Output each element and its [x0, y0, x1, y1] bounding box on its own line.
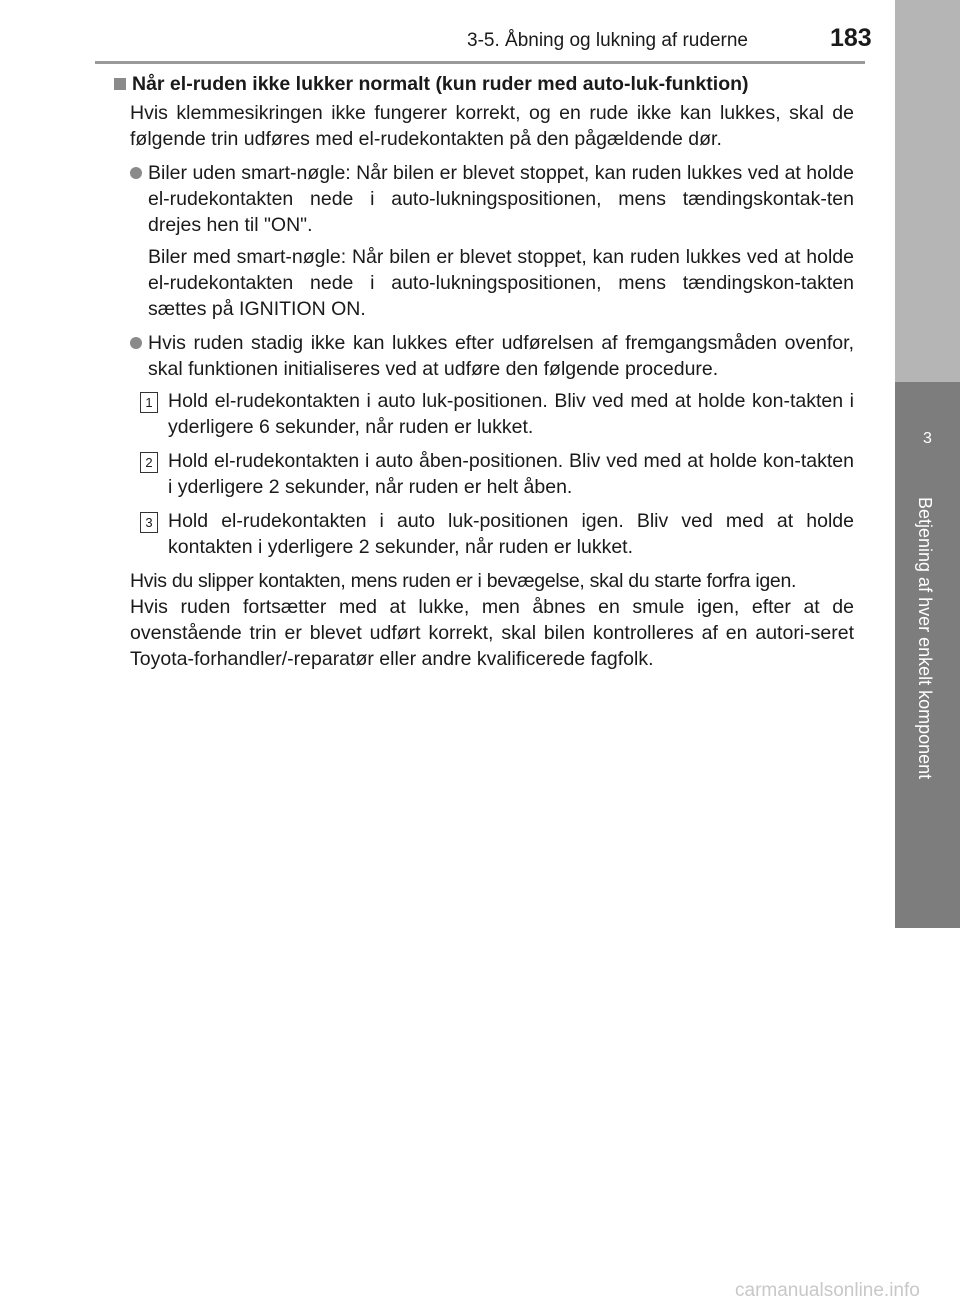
side-tab-upper [895, 0, 960, 382]
step-number-box: 3 [140, 512, 158, 533]
procedure-step [140, 508, 854, 560]
note-paragraph: Hvis ruden fortsætter med at lukke, men åbnes en smule igen, efter at de ovenstående trin er blevet udført korrekt, skal bilen kontrolleres af en autori-seret Toyota-forhandler/-reparatør eller andre kvalificerede fagfolk. [130, 596, 854, 670]
header-divider [95, 61, 865, 64]
page-number: 183 [830, 24, 872, 52]
list-item [130, 160, 854, 238]
section-heading-text: Når el-ruden ikke lukker normalt (kun ruder med auto-luk-funktion) [132, 73, 749, 95]
step-number-box: 1 [140, 392, 158, 413]
page-content [112, 71, 854, 672]
chapter-number: 3 [923, 430, 932, 447]
square-bullet-icon [114, 78, 126, 90]
step-number-box: 2 [140, 452, 158, 473]
bullet-text: Hvis ruden stadig ikke kan lukkes efter udførelsen af fremgangsmåden ovenfor, skal funktionen initialiseres ved at udføre den følgende procedure. [148, 332, 854, 380]
circle-bullet-icon [130, 337, 142, 349]
list-item [130, 330, 854, 382]
procedure-step [140, 388, 854, 440]
step-text: Hold el-rudekontakten i auto luk-positionen. Bliv ved med at holde kon-takten i yderligere 6 sekunder, når ruden er lukket. [168, 390, 854, 438]
step-text: Hold el-rudekontakten i auto luk-positionen igen. Bliv ved med at holde kontakten i yderligere 2 sekunder, når ruden er lukket. [168, 510, 854, 558]
chapter-title: Betjening af hver enkelt komponent [915, 497, 935, 780]
bullet-sub-paragraph: Biler med smart-nøgle: Når bilen er blevet stoppet, kan ruden lukkes ved at holde el-rudekontakten nede i auto-lukningspositionen, mens tændingskon-takten sættes på IGNITION ON. [148, 246, 854, 320]
watermark-text: carmanualsonline.info [735, 1280, 920, 1301]
section-title: 3-5. Åbning og lukning af ruderne [467, 30, 748, 51]
circle-bullet-icon [130, 167, 142, 179]
section-heading [112, 71, 854, 97]
chapter-side-tab [895, 382, 960, 928]
intro-paragraph: Hvis klemmesikringen ikke fungerer korrekt, og en rude ikke kan lukkes, skal de følgende trin udføres med el-rudekontakten på den pågældende dør. [130, 102, 854, 150]
bullet-text: Biler uden smart-nøgle: Når bilen er blevet stoppet, kan ruden lukkes ved at holde el-rudekontakten nede i auto-lukningspositionen, mens tændingskontak-ten drejes hen til "ON". [148, 162, 854, 236]
procedure-step [140, 448, 854, 500]
step-text: Hold el-rudekontakten i auto åben-positionen. Bliv ved med at holde kon-takten i yderligere 2 sekunder, når ruden er helt åben. [168, 450, 854, 498]
note-paragraph: Hvis du slipper kontakten, mens ruden er i bevægelse, skal du starte forfra igen. [130, 570, 797, 592]
